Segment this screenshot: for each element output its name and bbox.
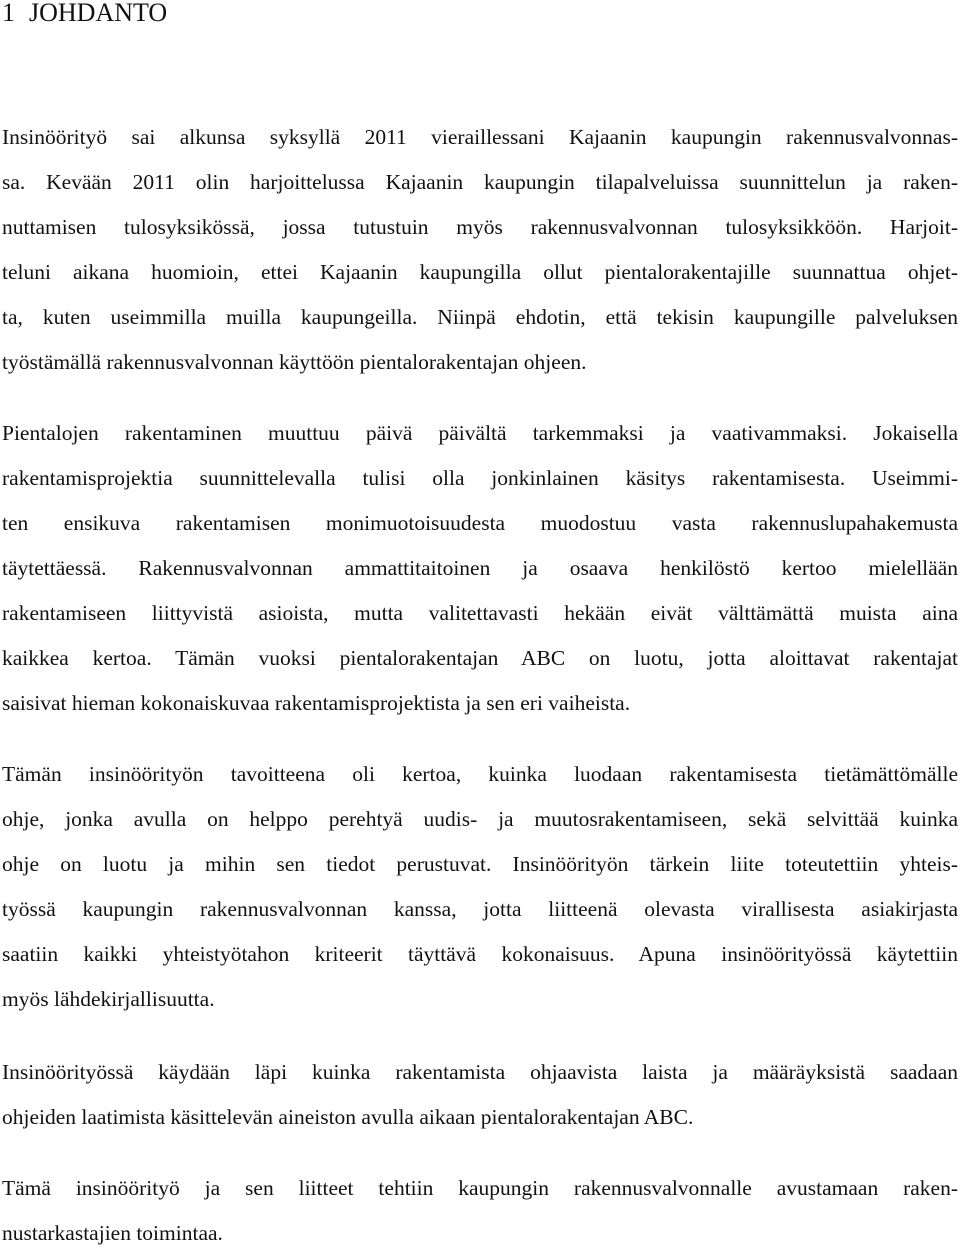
- text-line: Insinöörityö sai alkunsa syksyllä 2011 vieraillessani Kajaanin kaupungin rakennusvalvonnas-: [2, 125, 958, 149]
- text-line: ohje on luotu ja mihin sen tiedot perustuvat. Insinöörityön tärkein liite toteutettiin yhteis-: [2, 852, 958, 876]
- section-title: JOHDANTO: [29, 0, 168, 27]
- text-line: teluni aikana huomioin, ettei Kajaanin kaupungilla ollut pientalorakentajille suunnattua ohjet-: [2, 260, 958, 284]
- text-line: ta, kuten useimmilla muilla kaupungeilla. Niinpä ehdotin, että tekisin kaupungille palveluksen: [2, 305, 958, 329]
- paragraph-intro-origin: [2, 115, 958, 385]
- text-line: työssä kaupungin rakennusvalvonnan kanssa, jotta liitteenä olevasta virallisesta asiakirjasta: [2, 897, 958, 921]
- text-line: Tämä insinöörityö ja sen liitteet tehtiin kaupungin rakennusvalvonnalle avustamaan raken-: [2, 1176, 958, 1200]
- paragraph-scope: [2, 1050, 958, 1140]
- text-line: työstämällä rakennusvalvonnan käyttöön pientalorakentajan ohjeen.: [2, 350, 587, 374]
- text-line: Insinöörityössä käydään läpi kuinka rakentamista ohjaavista laista ja määräyksistä saadaan: [2, 1060, 958, 1084]
- text-line: ten ensikuva rakentamisen monimuotoisuudesta muodostuu vasta rakennuslupahakemusta: [2, 511, 958, 535]
- text-line: saisivat hieman kokonaiskuvaa rakentamisprojektista ja sen eri vaiheista.: [2, 691, 631, 715]
- section-number: 1: [2, 0, 15, 27]
- text-line: ohjeiden laatimista käsittelevän aineiston avulla aikaan pientalorakentajan ABC.: [2, 1105, 694, 1129]
- text-line: sa. Kevään 2011 olin harjoittelussa Kajaanin kaupungin tilapalveluissa suunnittelun ja raken-: [2, 170, 958, 194]
- paragraph-building-complexity: [2, 411, 958, 726]
- paragraph-purpose: [2, 1166, 958, 1256]
- section-heading: [2, 0, 167, 30]
- text-line: rakentamiseen liittyvistä asioista, mutta valitettavasti hekään eivät välttämättä muista aina: [2, 601, 958, 625]
- text-line: rakentamisprojektia suunnittelevalla tulisi olla jonkinlainen käsitys rakentamisesta. Useimmi-: [2, 466, 958, 490]
- text-line: kaikkea kertoa. Tämän vuoksi pientalorakentajan ABC on luotu, jotta aloittavat rakentajat: [2, 646, 958, 670]
- text-line: Pientalojen rakentaminen muuttuu päivä päivältä tarkemmaksi ja vaativammaksi. Jokaisella: [2, 421, 958, 445]
- text-line: nuttamisen tulosyksikössä, jossa tutustuin myös rakennusvalvonnan tulosyksikköön. Harjoit-: [2, 215, 958, 239]
- text-line: ohje, jonka avulla on helppo perehtyä uudis- ja muutosrakentamiseen, sekä selvittää kuinka: [2, 807, 958, 831]
- paragraph-thesis-goal: [2, 752, 958, 1022]
- text-line: täytettäessä. Rakennusvalvonnan ammattitaitoinen ja osaava henkilöstö kertoo mielellään: [2, 556, 958, 580]
- text-line: Tämän insinöörityön tavoitteena oli kertoa, kuinka luodaan rakentamisesta tietämättömälle: [2, 762, 958, 786]
- text-line: saatiin kaikki yhteistyötahon kriteerit täyttävä kokonaisuus. Apuna insinöörityössä käytettiin: [2, 942, 958, 966]
- text-line: myös lähdekirjallisuutta.: [2, 987, 215, 1011]
- text-line: nustarkastajien toimintaa.: [2, 1221, 223, 1245]
